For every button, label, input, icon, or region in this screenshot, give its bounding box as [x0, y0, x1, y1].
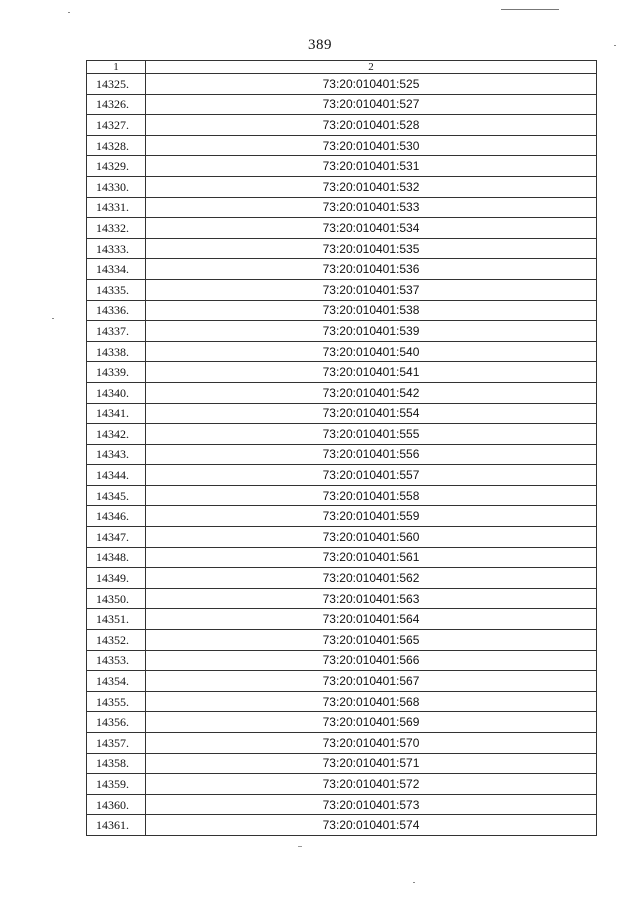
- table-row: [87, 568, 597, 589]
- table-row: [87, 115, 597, 136]
- table-row: [87, 609, 597, 630]
- cadastral-number-cell: 73:20:010401:539: [146, 321, 597, 342]
- cadastral-number-cell: 73:20:010401:558: [146, 485, 597, 506]
- table-row: [87, 774, 597, 795]
- cadastral-number-cell: 73:20:010401:557: [146, 465, 597, 486]
- cadastral-number-cell: 73:20:010401:533: [146, 197, 597, 218]
- cadastral-number-cell: 73:20:010401:572: [146, 774, 597, 795]
- scan-speck: [298, 846, 302, 847]
- table-row: [87, 403, 597, 424]
- top-rule: [501, 9, 559, 10]
- row-number-cell: 14340.: [87, 382, 146, 403]
- row-number-cell: 14357.: [87, 733, 146, 754]
- cadastral-number-cell: 73:20:010401:538: [146, 300, 597, 321]
- cadastral-number-cell: 73:20:010401:540: [146, 341, 597, 362]
- cadastral-number-cell: 73:20:010401:531: [146, 156, 597, 177]
- table-row: [87, 321, 597, 342]
- cadastral-number-cell: 73:20:010401:555: [146, 424, 597, 445]
- row-number-cell: 14335.: [87, 279, 146, 300]
- cadastral-number-cell: 73:20:010401:559: [146, 506, 597, 527]
- table-row: [87, 794, 597, 815]
- row-number-cell: 14356.: [87, 712, 146, 733]
- table-row: [87, 176, 597, 197]
- cadastral-number-cell: 73:20:010401:554: [146, 403, 597, 424]
- table-row: [87, 753, 597, 774]
- row-number-cell: 14347.: [87, 527, 146, 548]
- row-number-cell: 14326.: [87, 94, 146, 115]
- column-header-number: 1: [87, 61, 146, 74]
- table-row: [87, 527, 597, 548]
- cadastral-number-cell: 73:20:010401:566: [146, 650, 597, 671]
- cadastral-number-cell: 73:20:010401:525: [146, 74, 597, 95]
- cadastral-number-cell: 73:20:010401:565: [146, 630, 597, 651]
- table-row: [87, 94, 597, 115]
- cadastral-number-cell: 73:20:010401:563: [146, 588, 597, 609]
- table-row: [87, 465, 597, 486]
- table-row: [87, 712, 597, 733]
- row-number-cell: 14338.: [87, 341, 146, 362]
- table-row: [87, 300, 597, 321]
- table-row: [87, 815, 597, 836]
- cadastral-number-cell: 73:20:010401:562: [146, 568, 597, 589]
- cadastral-number-cell: 73:20:010401:561: [146, 547, 597, 568]
- row-number-cell: 14358.: [87, 753, 146, 774]
- row-number-cell: 14334.: [87, 259, 146, 280]
- row-number-cell: 14343.: [87, 444, 146, 465]
- table-row: [87, 691, 597, 712]
- table-row: [87, 650, 597, 671]
- table-row: [87, 341, 597, 362]
- row-number-cell: 14361.: [87, 815, 146, 836]
- row-number-cell: 14339.: [87, 362, 146, 383]
- cadastral-number-cell: 73:20:010401:536: [146, 259, 597, 280]
- cadastral-number-cell: 73:20:010401:537: [146, 279, 597, 300]
- cadastral-number-cell: 73:20:010401:568: [146, 691, 597, 712]
- scan-speck: [68, 12, 70, 13]
- cadastral-number-cell: 73:20:010401:564: [146, 609, 597, 630]
- row-number-cell: 14353.: [87, 650, 146, 671]
- row-number-cell: 14354.: [87, 671, 146, 692]
- cadastral-number-cell: 73:20:010401:570: [146, 733, 597, 754]
- row-number-cell: 14346.: [87, 506, 146, 527]
- cadastral-number-cell: 73:20:010401:542: [146, 382, 597, 403]
- row-number-cell: 14355.: [87, 691, 146, 712]
- row-number-cell: 14331.: [87, 197, 146, 218]
- cadastral-number-cell: 73:20:010401:567: [146, 671, 597, 692]
- row-number-cell: 14336.: [87, 300, 146, 321]
- cadastral-number-cell: 73:20:010401:573: [146, 794, 597, 815]
- table-row: [87, 197, 597, 218]
- table-row: [87, 156, 597, 177]
- table-row: [87, 671, 597, 692]
- table-row: [87, 74, 597, 95]
- scan-speck: [413, 882, 415, 883]
- row-number-cell: 14342.: [87, 424, 146, 445]
- cadastral-number-cell: 73:20:010401:530: [146, 135, 597, 156]
- table-row: [87, 279, 597, 300]
- data-table: [86, 60, 597, 836]
- row-number-cell: 14348.: [87, 547, 146, 568]
- cadastral-number-cell: 73:20:010401:528: [146, 115, 597, 136]
- table-row: [87, 362, 597, 383]
- table-row: [87, 733, 597, 754]
- cadastral-number-cell: 73:20:010401:560: [146, 527, 597, 548]
- table-row: [87, 259, 597, 280]
- row-number-cell: 14327.: [87, 115, 146, 136]
- column-header-code: 2: [146, 61, 597, 74]
- table-row: [87, 630, 597, 651]
- table-row: [87, 588, 597, 609]
- row-number-cell: 14345.: [87, 485, 146, 506]
- row-number-cell: 14344.: [87, 465, 146, 486]
- row-number-cell: 14350.: [87, 588, 146, 609]
- cadastral-number-cell: 73:20:010401:527: [146, 94, 597, 115]
- cadastral-number-cell: 73:20:010401:532: [146, 176, 597, 197]
- row-number-cell: 14333.: [87, 238, 146, 259]
- cadastral-number-cell: 73:20:010401:535: [146, 238, 597, 259]
- cadastral-number-cell: 73:20:010401:556: [146, 444, 597, 465]
- row-number-cell: 14337.: [87, 321, 146, 342]
- cadastral-number-cell: 73:20:010401:574: [146, 815, 597, 836]
- cadastral-number-cell: 73:20:010401:571: [146, 753, 597, 774]
- table-row: [87, 424, 597, 445]
- table-row: [87, 135, 597, 156]
- row-number-cell: 14359.: [87, 774, 146, 795]
- row-number-cell: 14352.: [87, 630, 146, 651]
- table-row: [87, 218, 597, 239]
- row-number-cell: 14329.: [87, 156, 146, 177]
- cadastral-number-cell: 73:20:010401:569: [146, 712, 597, 733]
- table-row: [87, 238, 597, 259]
- table-header-row: [87, 61, 597, 74]
- table-row: [87, 444, 597, 465]
- table-row: [87, 485, 597, 506]
- scan-speck: [52, 318, 54, 319]
- row-number-cell: 14351.: [87, 609, 146, 630]
- cadastral-number-cell: 73:20:010401:534: [146, 218, 597, 239]
- row-number-cell: 14330.: [87, 176, 146, 197]
- row-number-cell: 14325.: [87, 74, 146, 95]
- table-row: [87, 506, 597, 527]
- row-number-cell: 14328.: [87, 135, 146, 156]
- cadastral-number-cell: 73:20:010401:541: [146, 362, 597, 383]
- row-number-cell: 14332.: [87, 218, 146, 239]
- row-number-cell: 14341.: [87, 403, 146, 424]
- row-number-cell: 14349.: [87, 568, 146, 589]
- page-number: 389: [308, 37, 332, 53]
- table-row: [87, 547, 597, 568]
- table-row: [87, 382, 597, 403]
- row-number-cell: 14360.: [87, 794, 146, 815]
